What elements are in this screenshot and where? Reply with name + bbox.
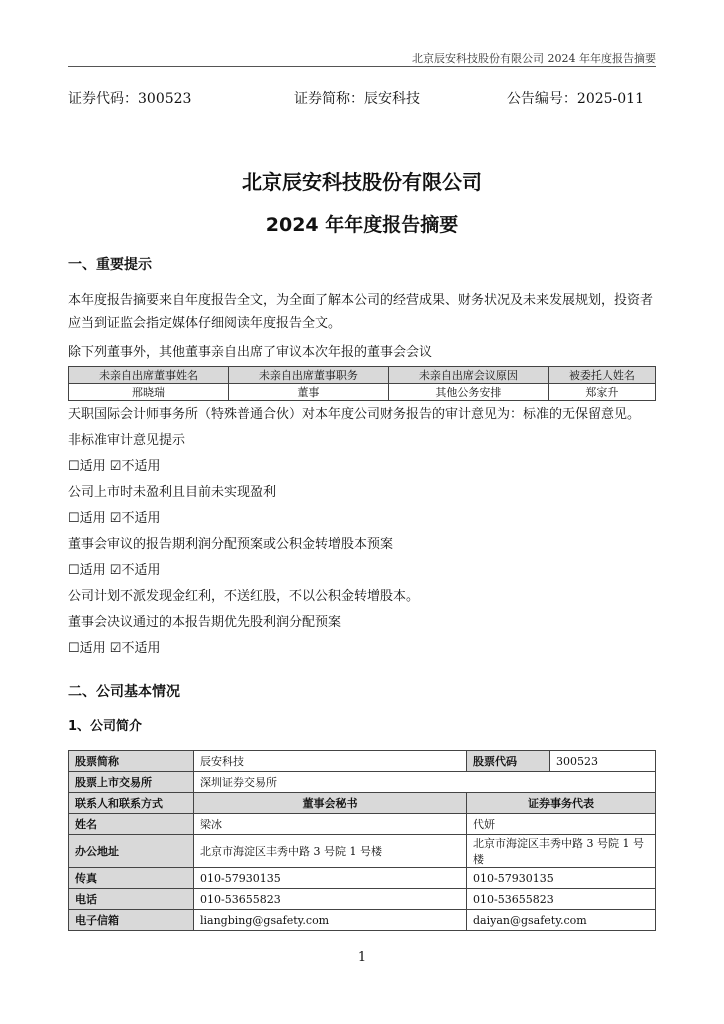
applicable-option-3: ☐适用 ☑不适用 <box>68 563 161 578</box>
table-header-cell: 未亲自出席会议原因 <box>388 367 548 384</box>
table-cell: 010-53655823 <box>194 889 467 910</box>
preferred-dividend-title: 董事会决议通过的本报告期优先股利润分配预案 <box>68 615 342 630</box>
page-number: 1 <box>357 950 367 965</box>
absent-directors-note: 除下列董事外，其他董事亲自出席了审议本次年报的董事会会议 <box>68 345 433 360</box>
notice-number: 公告编号：2025-011 <box>506 91 644 107</box>
column-header: 董事会秘书 <box>194 793 467 814</box>
table-row <box>69 868 656 889</box>
label-cell: 股票代码 <box>467 751 550 772</box>
absent-directors-table <box>68 366 656 401</box>
unprofitable-title: 公司上市时未盈利且目前未实现盈利 <box>68 485 277 500</box>
company-title: 北京辰安科技股份有限公司 <box>242 170 482 194</box>
label-cell: 联系人和联系方式 <box>69 793 194 814</box>
table-header-row <box>69 367 656 384</box>
table-cell: 其他公务安排 <box>388 384 548 401</box>
intro-line-1: 本年度报告摘要来自年度报告全文，为全面了解本公司的经营成果、财务状况及未来发展规划，投资者 <box>68 293 654 308</box>
dividend-plan-title: 董事会审议的报告期利润分配预案或公积金转增股本预案 <box>68 537 394 552</box>
table-cell: 010-53655823 <box>467 889 656 910</box>
table-row <box>69 751 656 772</box>
table-cell: 梁冰 <box>194 814 467 835</box>
table-cell: 010-57930135 <box>194 868 467 889</box>
label-cell: 电话 <box>69 889 194 910</box>
table-row <box>69 910 656 931</box>
table-cell: liangbing@gsafety.com <box>194 910 467 931</box>
table-row <box>69 889 656 910</box>
report-title: 2024 年年度报告摘要 <box>265 214 459 236</box>
table-row <box>69 793 656 814</box>
table-cell: 010-57930135 <box>467 868 656 889</box>
intro-line-2: 应当到证监会指定媒体仔细阅读年度报告全文。 <box>68 316 342 331</box>
applicable-option-4: ☐适用 ☑不适用 <box>68 641 161 656</box>
running-header: 北京辰安科技股份有限公司 2024 年年度报告摘要 <box>412 52 656 65</box>
table-row <box>69 835 656 868</box>
label-cell: 股票上市交易所 <box>69 772 194 793</box>
label-cell: 姓名 <box>69 814 194 835</box>
table-cell: 代妍 <box>467 814 656 835</box>
label-cell: 办公地址 <box>69 835 194 868</box>
intro-paragraph <box>68 289 656 335</box>
table-cell: daiyan@gsafety.com <box>467 910 656 931</box>
table-cell: 北京市海淀区丰秀中路 3 号院 1 号楼 <box>467 835 656 868</box>
header-rule <box>68 66 656 67</box>
table-header-cell: 被委托人姓名 <box>548 367 655 384</box>
security-code: 证券代码：300523 <box>68 91 192 107</box>
listing-exchange: 深圳证券交易所 <box>194 772 656 793</box>
table-row <box>69 814 656 835</box>
label-cell: 股票简称 <box>69 751 194 772</box>
audit-opinion: 天职国际会计师事务所（特殊普通合伙）对本年度公司财务报告的审计意见为：标准的无保留意见。 <box>68 407 641 422</box>
table-cell: 北京市海淀区丰秀中路 3 号院 1 号楼 <box>194 835 467 868</box>
subsection-company-profile: 1、公司简介 <box>68 719 143 734</box>
table-cell: 邢晓瑞 <box>69 384 229 401</box>
company-profile-table <box>68 750 656 931</box>
applicable-option-2: ☐适用 ☑不适用 <box>68 511 161 526</box>
column-header: 证券事务代表 <box>467 793 656 814</box>
label-cell: 传真 <box>69 868 194 889</box>
table-row <box>69 772 656 793</box>
section-heading-basic-info: 二、公司基本情况 <box>68 684 180 700</box>
applicable-option-1: ☐适用 ☑不适用 <box>68 459 161 474</box>
label-cell: 电子信箱 <box>69 910 194 931</box>
stock-short-name: 辰安科技 <box>194 751 467 772</box>
stock-code: 300523 <box>550 751 656 772</box>
dividend-plan-text: 公司计划不派发现金红利，不送红股，不以公积金转增股本。 <box>68 589 420 604</box>
table-cell: 董事 <box>228 384 388 401</box>
nonstandard-audit-title: 非标准审计意见提示 <box>68 433 186 448</box>
section-heading-important: 一、重要提示 <box>68 257 152 273</box>
security-short-name: 证券简称：辰安科技 <box>294 91 420 107</box>
table-header-cell: 未亲自出席董事职务 <box>228 367 388 384</box>
table-row <box>69 384 656 401</box>
table-header-cell: 未亲自出席董事姓名 <box>69 367 229 384</box>
table-cell: 郑家升 <box>548 384 655 401</box>
